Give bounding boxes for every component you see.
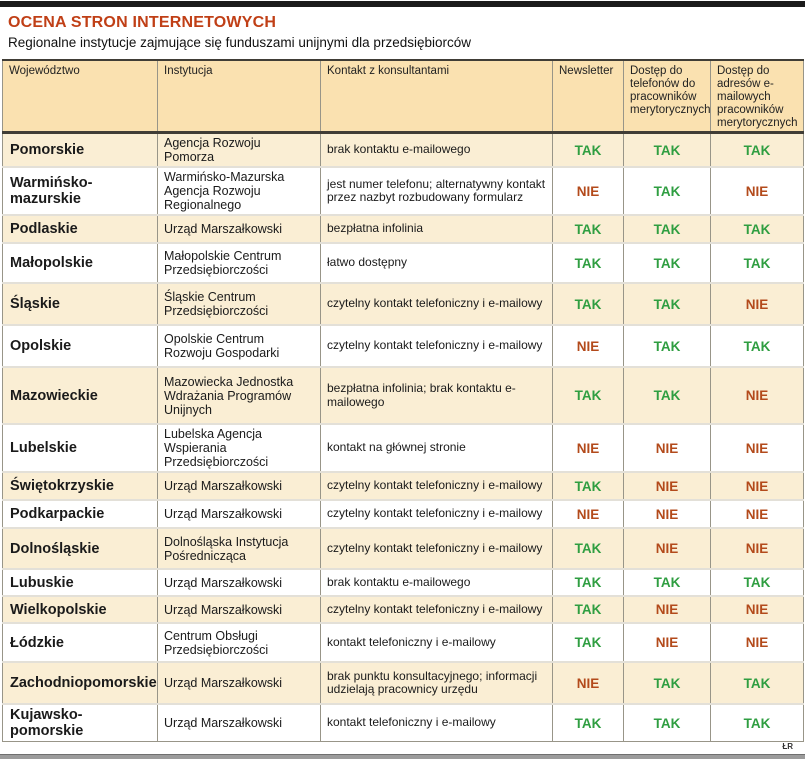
status-cell-phones: TAK — [624, 243, 711, 283]
table-row — [3, 623, 804, 662]
header-row — [3, 60, 804, 133]
status-cell-phones: TAK — [624, 283, 711, 325]
cell-contact: kontakt telefoniczny i e-mailowy — [321, 623, 553, 662]
status-cell-emails: TAK — [711, 704, 804, 742]
col-header-telefony: Dostęp do telefonów do pracowników merytorycznych — [624, 60, 711, 133]
table-row — [3, 500, 804, 528]
cell-institution: Dolnośląska Instytucja Pośrednicząca — [158, 528, 321, 569]
cell-voivodeship: Lubuskie — [3, 569, 158, 596]
cell-institution: Urząd Marszałkowski — [158, 215, 321, 243]
cell-institution: Agencja Rozwoju Pomorza — [158, 133, 321, 168]
status-cell-emails: NIE — [711, 167, 804, 215]
cell-institution: Lubelska Agencja Wspierania Przedsiębiorczości — [158, 424, 321, 472]
cell-institution: Urząd Marszałkowski — [158, 569, 321, 596]
cell-contact: bezpłatna infolinia — [321, 215, 553, 243]
table-row — [3, 704, 804, 742]
status-cell-emails: NIE — [711, 472, 804, 500]
status-cell-newsletter: NIE — [553, 325, 624, 367]
col-header-wojewodztwo: Województwo — [3, 60, 158, 133]
cell-voivodeship: Kujawsko-pomorskie — [3, 704, 158, 742]
cell-contact: kontakt telefoniczny i e-mailowy — [321, 704, 553, 742]
cell-voivodeship: Lubelskie — [3, 424, 158, 472]
status-cell-newsletter: NIE — [553, 500, 624, 528]
status-cell-newsletter: TAK — [553, 596, 624, 623]
status-cell-emails: TAK — [711, 662, 804, 704]
status-cell-newsletter: TAK — [553, 472, 624, 500]
cell-contact: brak kontaktu e-mailowego — [321, 133, 553, 168]
status-cell-newsletter: TAK — [553, 367, 624, 424]
table-row — [3, 528, 804, 569]
status-cell-newsletter: TAK — [553, 528, 624, 569]
cell-voivodeship: Pomorskie — [3, 133, 158, 168]
cell-contact: czytelny kontakt telefoniczny i e-mailowy — [321, 596, 553, 623]
cell-contact: czytelny kontakt telefoniczny i e-mailowy — [321, 283, 553, 325]
cell-institution: Opolskie Centrum Rozwoju Gospodarki — [158, 325, 321, 367]
status-cell-newsletter: TAK — [553, 215, 624, 243]
status-cell-emails: TAK — [711, 133, 804, 168]
cell-contact: kontakt na głównej stronie — [321, 424, 553, 472]
col-header-newsletter: Newsletter — [553, 60, 624, 133]
cell-contact: czytelny kontakt telefoniczny i e-mailowy — [321, 500, 553, 528]
cell-voivodeship: Małopolskie — [3, 243, 158, 283]
status-cell-emails: NIE — [711, 528, 804, 569]
status-cell-phones: TAK — [624, 569, 711, 596]
cell-institution: Warmińsko-Mazurska Agencja Rozwoju Regionalnego — [158, 167, 321, 215]
status-cell-phones: TAK — [624, 215, 711, 243]
status-cell-phones: TAK — [624, 167, 711, 215]
status-cell-emails: NIE — [711, 424, 804, 472]
status-cell-emails: TAK — [711, 243, 804, 283]
status-cell-newsletter: TAK — [553, 704, 624, 742]
table-row — [3, 133, 804, 168]
cell-contact: łatwo dostępny — [321, 243, 553, 283]
cell-contact: brak punktu konsultacyjnego; informacji udzielają pracownicy urzędu — [321, 662, 553, 704]
cell-voivodeship: Podkarpackie — [3, 500, 158, 528]
status-cell-phones: NIE — [624, 472, 711, 500]
col-header-instytucja: Instytucja — [158, 60, 321, 133]
cell-voivodeship: Łódzkie — [3, 623, 158, 662]
table-row — [3, 367, 804, 424]
status-cell-phones: NIE — [624, 424, 711, 472]
status-cell-emails: NIE — [711, 283, 804, 325]
table-row — [3, 243, 804, 283]
ratings-table — [2, 59, 804, 742]
cell-voivodeship: Śląskie — [3, 283, 158, 325]
table-row — [3, 325, 804, 367]
status-cell-phones: TAK — [624, 662, 711, 704]
status-cell-phones: TAK — [624, 367, 711, 424]
page-title: OCENA STRON INTERNETOWYCH — [8, 14, 277, 31]
cell-institution: Centrum Obsługi Przedsiębiorczości — [158, 623, 321, 662]
cell-institution: Urząd Marszałkowski — [158, 500, 321, 528]
cell-voivodeship: Wielkopolskie — [3, 596, 158, 623]
status-cell-newsletter: NIE — [553, 662, 624, 704]
cell-voivodeship: Opolskie — [3, 325, 158, 367]
status-cell-emails: TAK — [711, 215, 804, 243]
cell-institution: Śląskie Centrum Przedsiębiorczości — [158, 283, 321, 325]
cell-institution: Mazowiecka Jednostka Wdrażania Programów Unijnych — [158, 367, 321, 424]
status-cell-emails: TAK — [711, 325, 804, 367]
status-cell-phones: NIE — [624, 500, 711, 528]
status-cell-emails: TAK — [711, 569, 804, 596]
col-header-kontakt: Kontakt z konsultantami — [321, 60, 553, 133]
status-cell-newsletter: NIE — [553, 167, 624, 215]
status-cell-newsletter: TAK — [553, 623, 624, 662]
table-row — [3, 215, 804, 243]
status-cell-emails: NIE — [711, 596, 804, 623]
cell-contact: czytelny kontakt telefoniczny i e-mailowy — [321, 325, 553, 367]
status-cell-emails: NIE — [711, 500, 804, 528]
cell-institution: Urząd Marszałkowski — [158, 704, 321, 742]
col-header-emaile: Dostęp do adresów e-mailowych pracowników merytorycznych — [711, 60, 804, 133]
table-row — [3, 167, 804, 215]
cell-contact: czytelny kontakt telefoniczny i e-mailowy — [321, 528, 553, 569]
status-cell-emails: NIE — [711, 623, 804, 662]
cell-contact: brak kontaktu e-mailowego — [321, 569, 553, 596]
cell-contact: czytelny kontakt telefoniczny i e-mailowy — [321, 472, 553, 500]
cell-institution: Urząd Marszałkowski — [158, 662, 321, 704]
cell-voivodeship: Podlaskie — [3, 215, 158, 243]
page-subtitle: Regionalne instytucje zajmujące się funduszami unijnymi dla przedsiębiorców — [8, 35, 471, 50]
status-cell-phones: TAK — [624, 133, 711, 168]
table-row — [3, 662, 804, 704]
cell-voivodeship: Warmińsko-mazurskie — [3, 167, 158, 215]
cell-voivodeship: Dolnośląskie — [3, 528, 158, 569]
table-row — [3, 596, 804, 623]
author-initials: ŁR — [782, 742, 793, 752]
table-row — [3, 424, 804, 472]
status-cell-phones: TAK — [624, 325, 711, 367]
status-cell-newsletter: TAK — [553, 133, 624, 168]
status-cell-phones: TAK — [624, 704, 711, 742]
table-row — [3, 569, 804, 596]
status-cell-emails: NIE — [711, 367, 804, 424]
status-cell-newsletter: TAK — [553, 283, 624, 325]
cell-voivodeship: Mazowieckie — [3, 367, 158, 424]
cell-voivodeship: Zachodniopomorskie — [3, 662, 158, 704]
status-cell-newsletter: NIE — [553, 424, 624, 472]
status-cell-newsletter: TAK — [553, 569, 624, 596]
cell-contact: jest numer telefonu; alternatywny kontakt przez nazbyt rozbudowany formularz — [321, 167, 553, 215]
table-row — [3, 472, 804, 500]
table-row — [3, 283, 804, 325]
cell-institution: Urząd Marszałkowski — [158, 472, 321, 500]
top-divider-bar — [0, 1, 805, 7]
status-cell-phones: NIE — [624, 596, 711, 623]
cell-institution: Urząd Marszałkowski — [158, 596, 321, 623]
cell-voivodeship: Świętokrzyskie — [3, 472, 158, 500]
status-cell-phones: NIE — [624, 623, 711, 662]
status-cell-phones: NIE — [624, 528, 711, 569]
cell-institution: Małopolskie Centrum Przedsiębiorczości — [158, 243, 321, 283]
status-cell-newsletter: TAK — [553, 243, 624, 283]
cell-contact: bezpłatna infolinia; brak kontaktu e-mailowego — [321, 367, 553, 424]
